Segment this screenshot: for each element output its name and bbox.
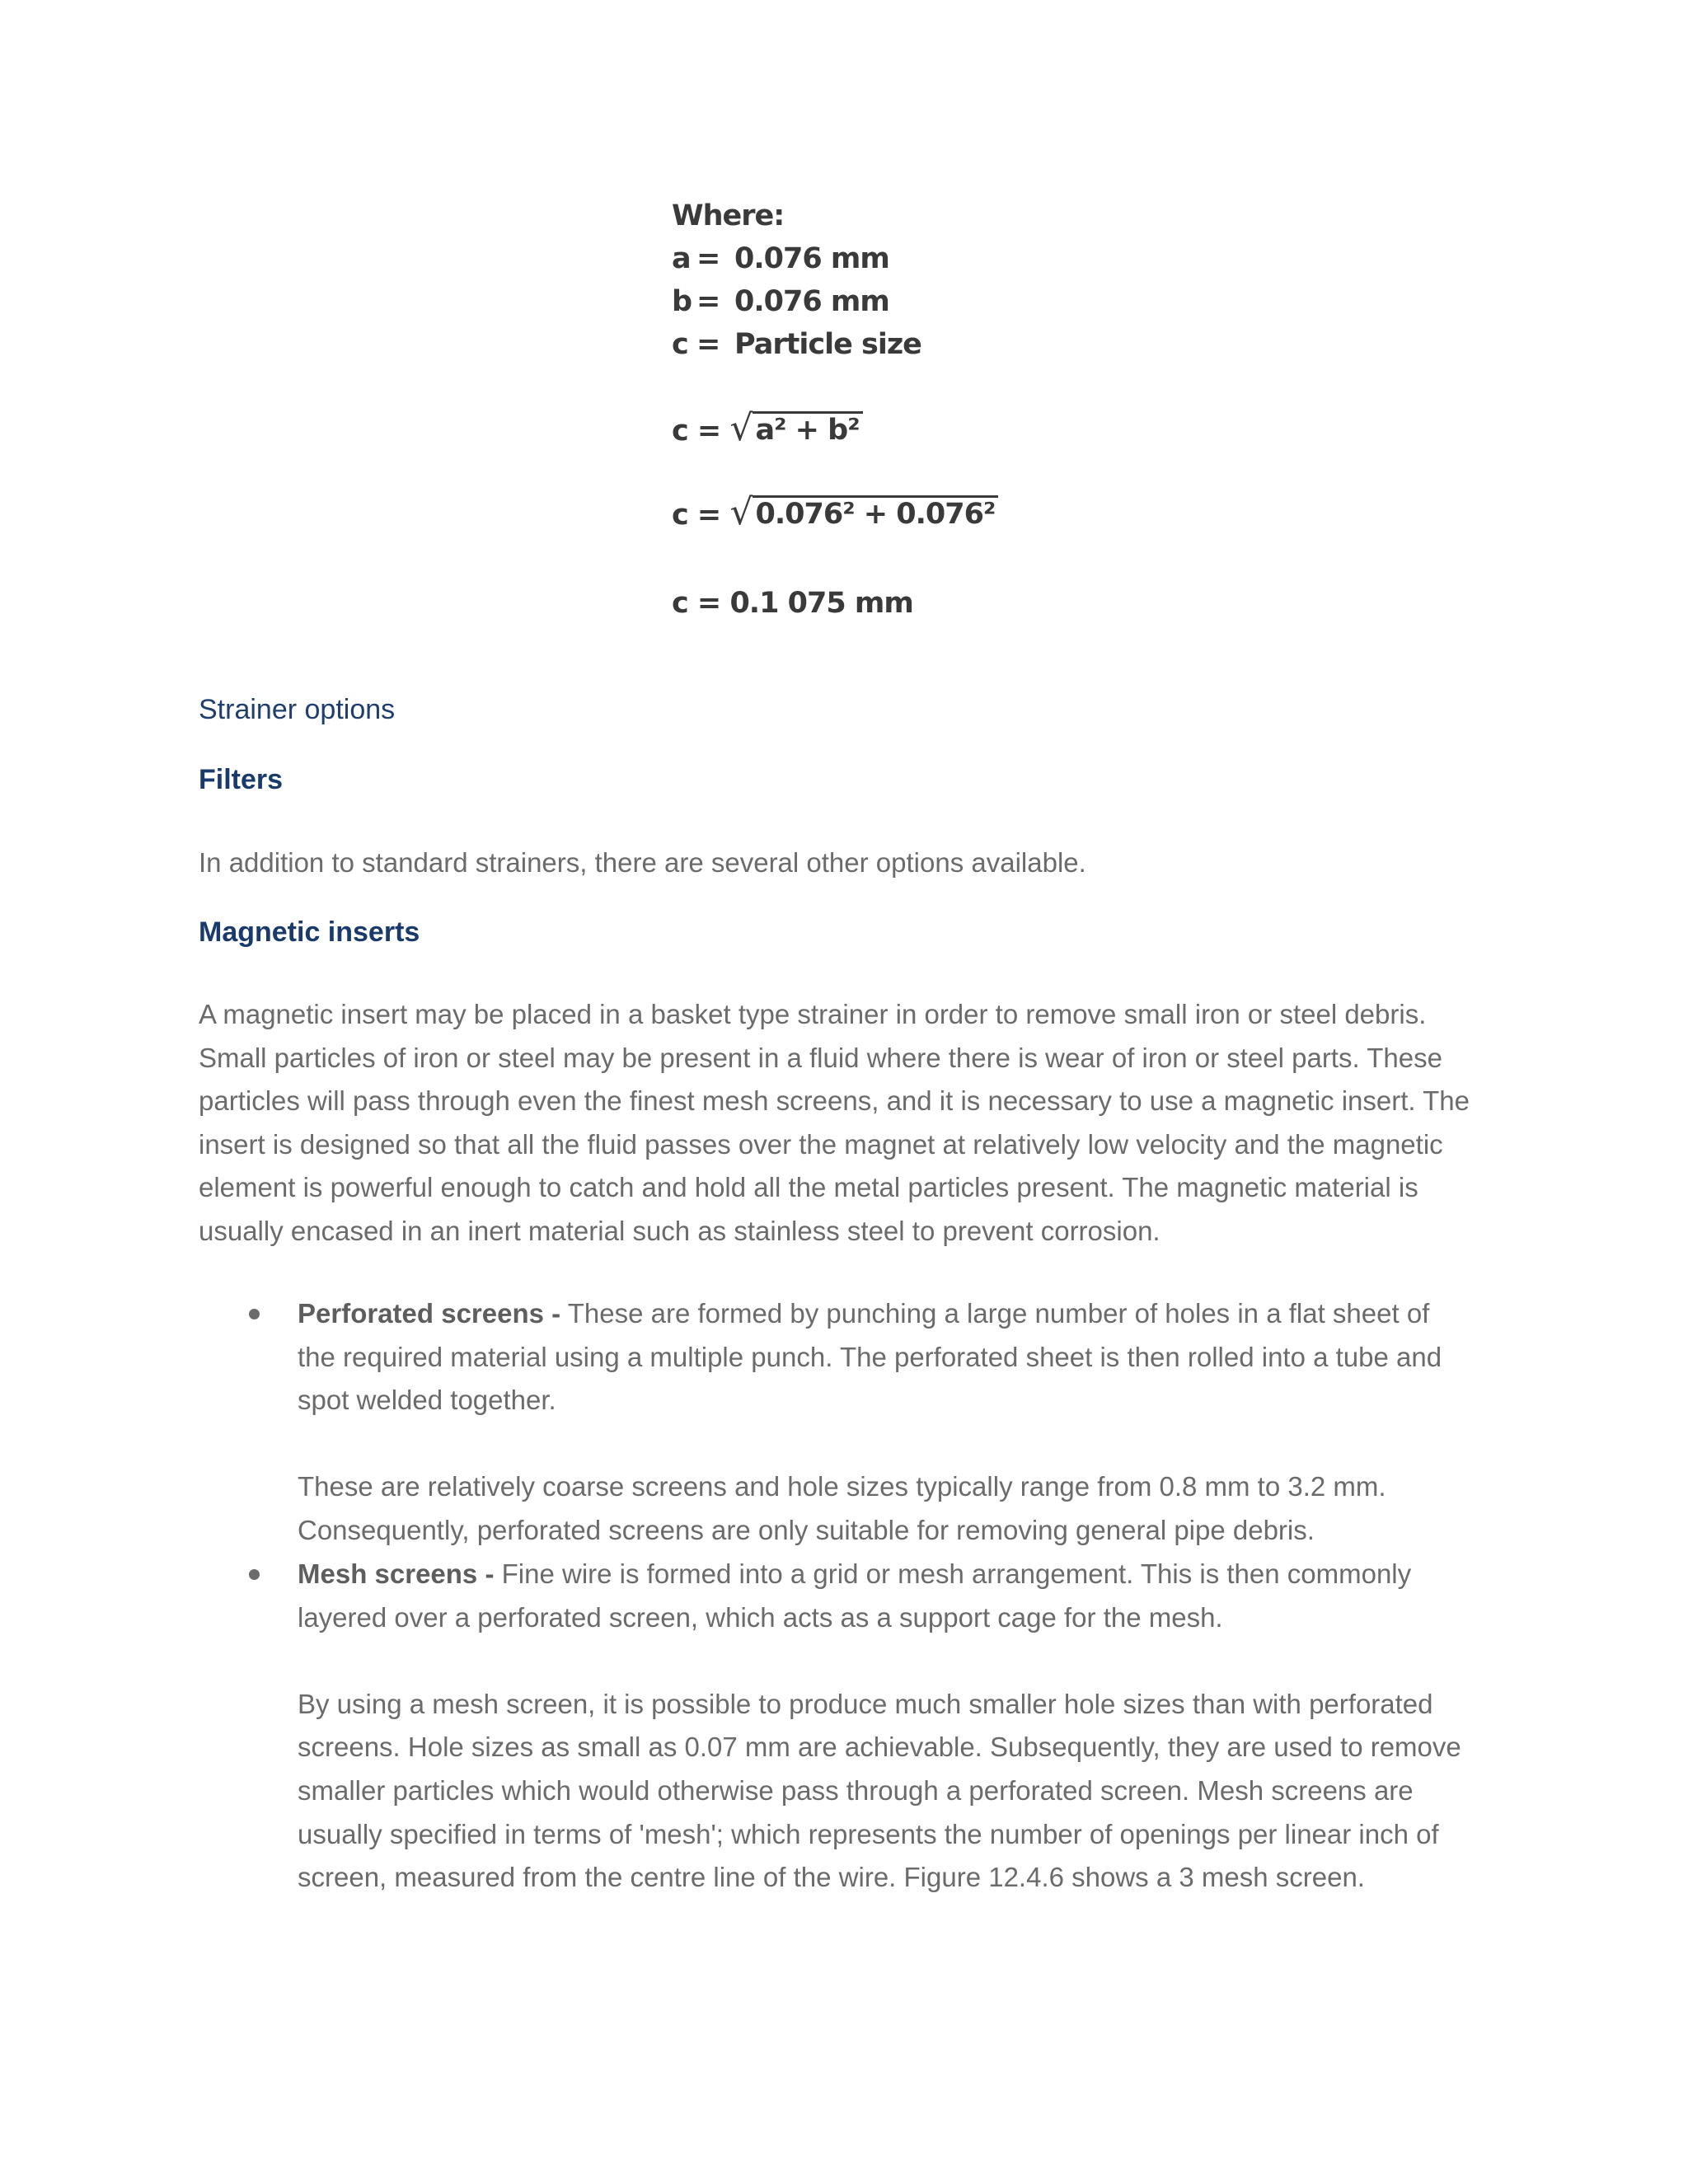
- equation-general: [672, 407, 863, 449]
- formula-b-line: b = 0.076 mm: [672, 285, 889, 318]
- list-item-line: smaller particles which would otherwise pass through a perforated screen. Mesh screens are: [298, 1774, 1414, 1806]
- list-item-line: These are relatively coarse screens and hole sizes typically range from 0.8 mm to 3.2 mm.: [298, 1471, 1386, 1502]
- list-item-text: These are formed by punching a large number of holes in a flat sheet of: [560, 1298, 1430, 1329]
- list-item-line: the required material using a multiple punch. The perforated sheet is then rolled into a tube and: [298, 1341, 1442, 1372]
- value-a: 0.076 mm: [734, 242, 889, 275]
- equation-substituted-lhs: c =: [672, 499, 721, 532]
- bullet-icon: [249, 1569, 260, 1580]
- list-item-lead: Mesh screens -: [298, 1558, 495, 1589]
- list-item-line: screen, measured from the centre line of the wire. Figure 12.4.6 shows a 3 mesh screen.: [298, 1862, 1365, 1893]
- equation-substituted: [672, 491, 998, 533]
- list-item-line: usually specified in terms of 'mesh'; which represents the number of openings per linear inch of: [298, 1818, 1439, 1849]
- equation-general-radicand: a² + b²: [753, 411, 863, 447]
- bullet-icon: [249, 1309, 260, 1319]
- heading-filters: Filters: [199, 764, 284, 795]
- paragraph-line: particles will pass through even the finest mesh screens, and it is necessary to use a magnetic insert. The: [199, 1085, 1470, 1117]
- list-item-mesh-screens: [298, 1553, 1534, 1900]
- equation-substituted-radicand: 0.076² + 0.076²: [753, 495, 999, 531]
- sqrt-symbol: √ a² + b²: [729, 410, 862, 447]
- paragraph-line: element is powerful enough to catch and hold all the metal particles present. The magnetic material is: [199, 1172, 1418, 1203]
- list-item-perforated-screens: [298, 1292, 1534, 1553]
- list-item-line: layered over a perforated screen, which acts as a support cage for the mesh.: [298, 1601, 1223, 1633]
- formula-c-line: c = Particle size: [672, 328, 921, 361]
- var-b: b: [672, 285, 692, 318]
- magnetic-paragraph: [199, 993, 1501, 1254]
- paragraph-line: Small particles of iron or steel may be present in a fluid where there is wear of iron or steel parts. These: [199, 1042, 1442, 1073]
- value-b: 0.076 mm: [734, 285, 889, 318]
- list-item-line: screens. Hole sizes as small as 0.07 mm are achievable. Subsequently, they are used to remove: [298, 1732, 1461, 1763]
- where-label: Where:: [672, 199, 785, 232]
- sqrt-symbol: √ 0.076² + 0.076²: [729, 494, 998, 531]
- equation-result: c = 0.1 075 mm: [672, 587, 913, 620]
- var-a: a: [672, 242, 691, 275]
- paragraph-line: A magnetic insert may be placed in a basket type strainer in order to remove small iron or steel debris.: [199, 999, 1427, 1029]
- strainer-options-link[interactable]: Strainer options: [199, 694, 396, 725]
- list-item-lead: Perforated screens -: [298, 1298, 561, 1329]
- value-c: Particle size: [734, 328, 921, 361]
- paragraph-line: usually encased in an inert material such as stainless steel to prevent corrosion.: [199, 1215, 1160, 1246]
- list-item-line: By using a mesh screen, it is possible to produce much smaller hole sizes than with perforated: [298, 1688, 1433, 1719]
- list-item-line: Consequently, perforated screens are only suitable for removing general pipe debris.: [298, 1514, 1315, 1545]
- equation-general-lhs: c =: [672, 415, 721, 448]
- paragraph-line: insert is designed so that all the fluid passes over the magnet at relatively low velocity and the magnetic: [199, 1128, 1443, 1160]
- list-item-first-line: [298, 1292, 1534, 1336]
- formula-a-line: a = 0.076 mm: [672, 242, 889, 275]
- list-item-first-line: [298, 1553, 1534, 1596]
- var-c: c: [672, 328, 688, 361]
- heading-magnetic-inserts: Magnetic inserts: [199, 916, 420, 948]
- list-item-line: spot welded together.: [298, 1385, 556, 1416]
- filters-paragraph: In addition to standard strainers, there are several other options available.: [199, 847, 1086, 878]
- list-item-text: Fine wire is formed into a grid or mesh arrangement. This is then commonly: [494, 1558, 1412, 1589]
